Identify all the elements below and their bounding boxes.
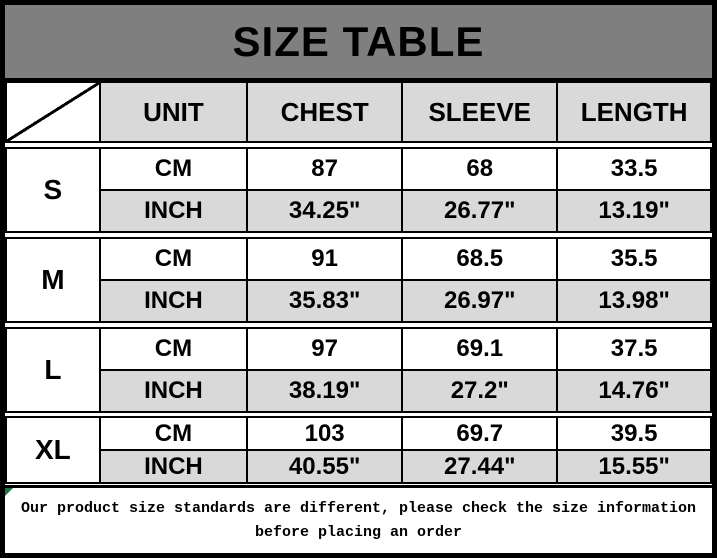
chest-cm-s: 87 <box>247 148 402 190</box>
size-label-s: S <box>6 148 100 232</box>
unit-cell: INCH <box>100 370 247 412</box>
chest-inch-m: 35.83" <box>247 280 402 322</box>
length-inch-m: 13.98" <box>557 280 711 322</box>
size-group-l <box>5 327 712 413</box>
length-inch-l: 14.76" <box>557 370 711 412</box>
length-inch-xl: 15.55" <box>557 450 711 483</box>
table-row <box>6 370 711 412</box>
chest-cm-m: 91 <box>247 238 402 280</box>
unit-cell: CM <box>100 148 247 190</box>
footer-line-2: before placing an order <box>254 524 463 541</box>
table-row <box>6 328 711 370</box>
page-title: SIZE TABLE <box>5 5 712 81</box>
footer-note <box>5 485 712 553</box>
unit-cell: INCH <box>100 280 247 322</box>
sleeve-inch-l: 27.2" <box>402 370 557 412</box>
size-label-l: L <box>6 328 100 412</box>
size-label-xl: XL <box>6 417 100 483</box>
size-group-s <box>5 147 712 233</box>
column-header-unit: UNIT <box>100 82 247 142</box>
sleeve-cm-m: 68.5 <box>402 238 557 280</box>
table-row <box>6 280 711 322</box>
length-inch-s: 13.19" <box>557 190 711 232</box>
table-row <box>6 190 711 232</box>
table-row <box>6 148 711 190</box>
sleeve-cm-xl: 69.7 <box>402 417 557 450</box>
length-cm-xl: 39.5 <box>557 417 711 450</box>
footer-line-1: Our product size standards are different, please check the size information <box>20 500 697 517</box>
unit-cell: INCH <box>100 190 247 232</box>
unit-cell: CM <box>100 417 247 450</box>
chest-inch-xl: 40.55" <box>247 450 402 483</box>
sleeve-inch-xl: 27.44" <box>402 450 557 483</box>
sleeve-cm-l: 69.1 <box>402 328 557 370</box>
table-row <box>6 238 711 280</box>
chest-cm-l: 97 <box>247 328 402 370</box>
cell-comment-marker-icon <box>5 488 13 496</box>
sleeve-inch-s: 26.77" <box>402 190 557 232</box>
unit-cell: CM <box>100 238 247 280</box>
size-group-xl <box>5 416 712 484</box>
table-row <box>6 450 711 483</box>
unit-cell: CM <box>100 328 247 370</box>
corner-cell <box>6 82 100 142</box>
header-row <box>6 82 711 142</box>
sleeve-cm-s: 68 <box>402 148 557 190</box>
column-header-chest: CHEST <box>247 82 402 142</box>
column-header-sleeve: SLEEVE <box>402 82 557 142</box>
table-row <box>6 417 711 450</box>
size-group-m <box>5 237 712 323</box>
chest-inch-s: 34.25" <box>247 190 402 232</box>
chest-inch-l: 38.19" <box>247 370 402 412</box>
header-row-table <box>5 81 712 143</box>
size-label-m: M <box>6 238 100 322</box>
sleeve-inch-m: 26.97" <box>402 280 557 322</box>
unit-cell: INCH <box>100 450 247 483</box>
column-header-length: LENGTH <box>557 82 711 142</box>
length-cm-l: 37.5 <box>557 328 711 370</box>
chest-cm-xl: 103 <box>247 417 402 450</box>
length-cm-s: 33.5 <box>557 148 711 190</box>
length-cm-m: 35.5 <box>557 238 711 280</box>
